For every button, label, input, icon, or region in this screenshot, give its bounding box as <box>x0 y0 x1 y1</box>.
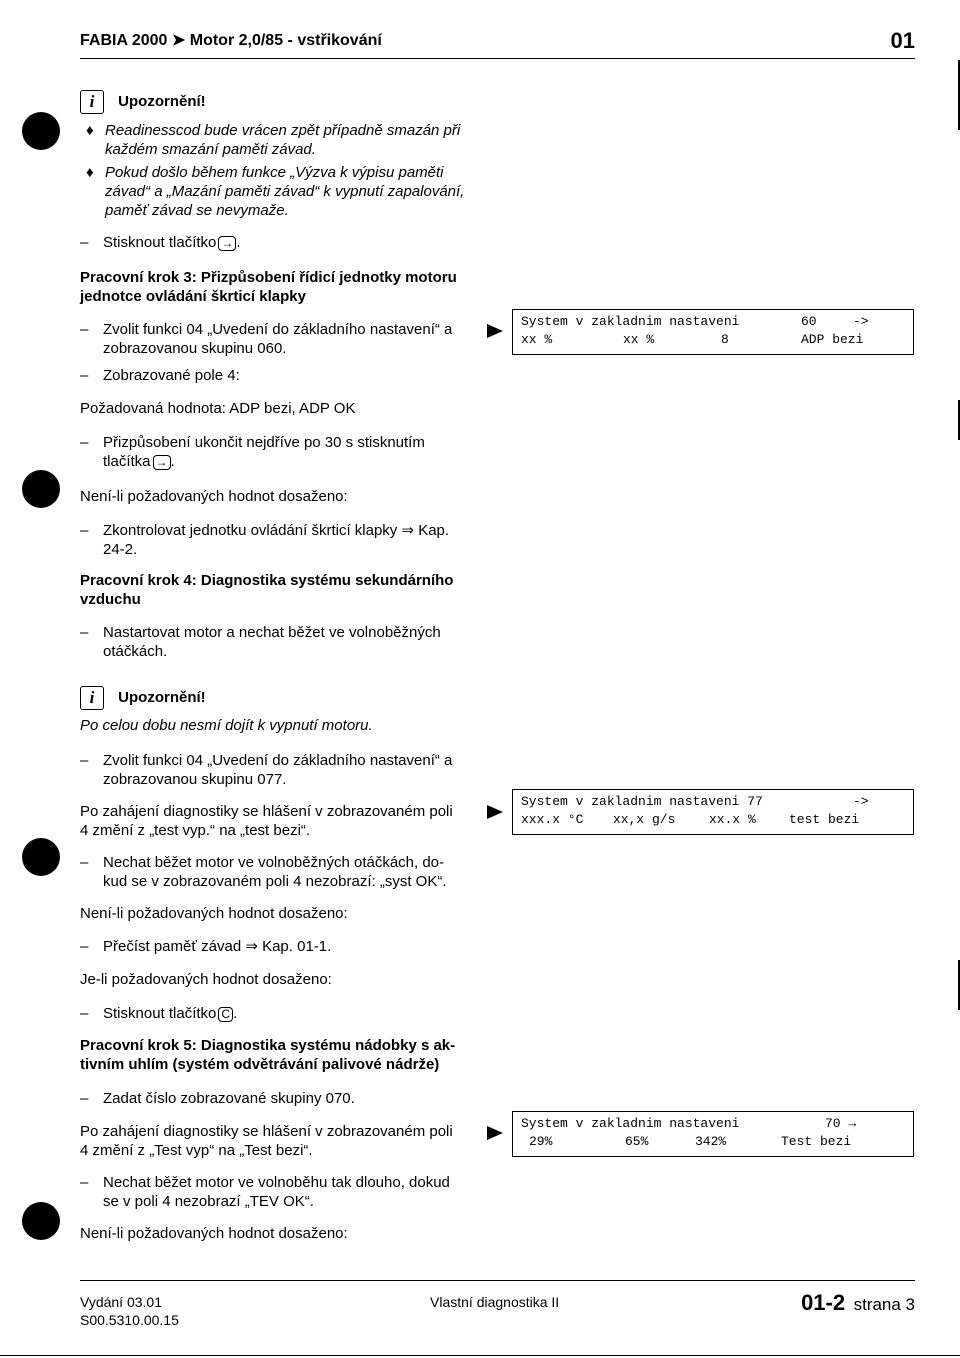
pointer-arrow-icon <box>487 805 503 819</box>
footer-code: S00.5310.00.15 <box>80 1312 179 1328</box>
krok4-item3: Nechat běžet motor ve volnoběžných otáčkách, do- kud se v zobrazovaném poli 4 nezobrazí: „syst OK“. <box>103 854 447 890</box>
punch-hole <box>22 838 60 876</box>
notice-heading-text: Upozornění! <box>118 92 206 110</box>
pointer-arrow-icon <box>487 1126 503 1140</box>
arrow-key-icon: → <box>153 455 171 470</box>
section-title-krok3: Pracovní krok 3: Přizpůsobení řídicí jednotky motoru jednotce ovládání škrticí klapky <box>80 269 457 305</box>
krok5-item1: Zadat číslo zobrazované skupiny 070. <box>103 1090 355 1107</box>
not-reached-text: Není-li požadovaných hodnot dosaženo: <box>80 1225 348 1242</box>
info-icon: i <box>80 686 104 710</box>
krok4-item4: Přečíst paměť závad ⇒ Kap. 01-1. <box>103 938 332 955</box>
krok3-item4: Zkontrolovat jednotku ovládání škrticí klapky ⇒ Kap. 24-2. <box>103 522 450 558</box>
required-value: Požadovaná hodnota: ADP bezi, ADP OK <box>80 400 356 417</box>
section-title-krok4: Pracovní krok 4: Diagnostika systému sekundárního vzduchu <box>80 572 454 608</box>
arrow-key-icon: → <box>218 236 236 251</box>
notice2-text: Po celou dobu nesmí dojít k vypnutí motoru. <box>80 717 373 734</box>
dash: – <box>80 434 89 451</box>
notice-bullet-2: Pokud došlo během funkce „Výzva k výpisu paměti závad“ a „Mazání paměti závad“ k vypnutí zapalování, paměť závad se nevymaže. <box>105 164 465 219</box>
dash: – <box>80 367 89 384</box>
dash: – <box>80 1174 89 1191</box>
not-reached-text: Není-li požadovaných hodnot dosaženo: <box>80 488 348 505</box>
bullet-dot: ♦ <box>86 164 94 181</box>
krok3-item3: Přizpůsobení ukončit nejdříve po 30 s stisknutím tlačítka → . <box>103 434 425 470</box>
punch-hole <box>22 112 60 150</box>
page-header-title: FABIA 2000 ➤ Motor 2,0/85 - vstřikování <box>80 32 382 49</box>
dash: – <box>80 1090 89 1107</box>
pointer-arrow-icon <box>487 324 503 338</box>
bottom-edge-rule <box>0 1355 960 1356</box>
page-label: strana 3 <box>853 1295 915 1314</box>
notice-heading <box>80 686 206 710</box>
info-icon: i <box>80 90 104 114</box>
display-box-060: System v zakladnim nastaveni 60 -> xx % xx % 8 ADP bezi <box>512 309 914 355</box>
footer-page <box>801 1290 915 1316</box>
section-title-krok5: Pracovní krok 5: Diagnostika systému nádobky s ak- tivním uhlím (systém odvětrávání palivové nádrže) <box>80 1037 456 1073</box>
krok3-item1: Zvolit funkci 04 „Uvedení do základního nastavení“ a zobrazovanou skupinu 060. <box>103 321 453 357</box>
dash: – <box>80 522 89 539</box>
reached-text: Je-li požadovaných hodnot dosaženo: <box>80 971 332 988</box>
chapter-number: 01 <box>890 28 915 53</box>
punch-hole <box>22 470 60 508</box>
display-box-077: System v zakladnim nastaveni 77 -> xxx.x °C xx,x g/s xx.x % test bezi <box>512 789 914 835</box>
footer-rule <box>80 1280 915 1281</box>
dash: – <box>80 624 89 641</box>
dash: – <box>80 854 89 871</box>
dash: – <box>80 752 89 769</box>
krok4-para: Po zahájení diagnostiky se hlášení v zobrazovaném poli 4 změní z „test vyp.“ na „test bezi“. <box>80 803 453 839</box>
header-rule <box>80 58 915 59</box>
krok4-item5: Stisknout tlačítko C . <box>103 1005 238 1022</box>
footer-edition: Vydání 03.01 <box>80 1294 162 1310</box>
krok4-item2: Zvolit funkci 04 „Uvedení do základního nastavení“ a zobrazovanou skupinu 077. <box>103 752 453 788</box>
dash: – <box>80 321 89 338</box>
notice-heading <box>80 90 206 114</box>
notice-bullet-1: Readinesscod bude vrácen zpět případně smazán při každém smazání paměti závad. <box>105 122 461 158</box>
step-press-key: Stisknout tlačítko → . <box>103 234 241 251</box>
krok4-item1: Nastartovat motor a nechat běžet ve volnoběžných otáčkách. <box>103 624 441 660</box>
notice-heading-text: Upozornění! <box>118 688 206 706</box>
c-key-icon: C <box>218 1007 233 1022</box>
krok5-item2: Nechat běžet motor ve volnoběhu tak dlouho, dokud se v poli 4 nezobrazí „TEV OK“. <box>103 1174 450 1210</box>
dash: – <box>80 938 89 955</box>
krok3-item2: Zobrazované pole 4: <box>103 367 240 384</box>
krok5-para: Po zahájení diagnostiky se hlášení v zobrazovaném poli 4 změní z „Test vyp“ na „Test bezi“. <box>80 1123 453 1159</box>
display-box-070: System v zakladnim nastaveni 70 → 29% 65% 342% Test bezi <box>512 1111 914 1157</box>
page-number: 01-2 <box>801 1290 846 1315</box>
dash: – <box>80 1005 89 1022</box>
dash: – <box>80 234 89 251</box>
footer-center: Vlastní diagnostika II <box>430 1294 560 1310</box>
bullet-dot: ♦ <box>86 122 94 139</box>
not-reached-text: Není-li požadovaných hodnot dosaženo: <box>80 905 348 922</box>
punch-hole <box>22 1202 60 1240</box>
